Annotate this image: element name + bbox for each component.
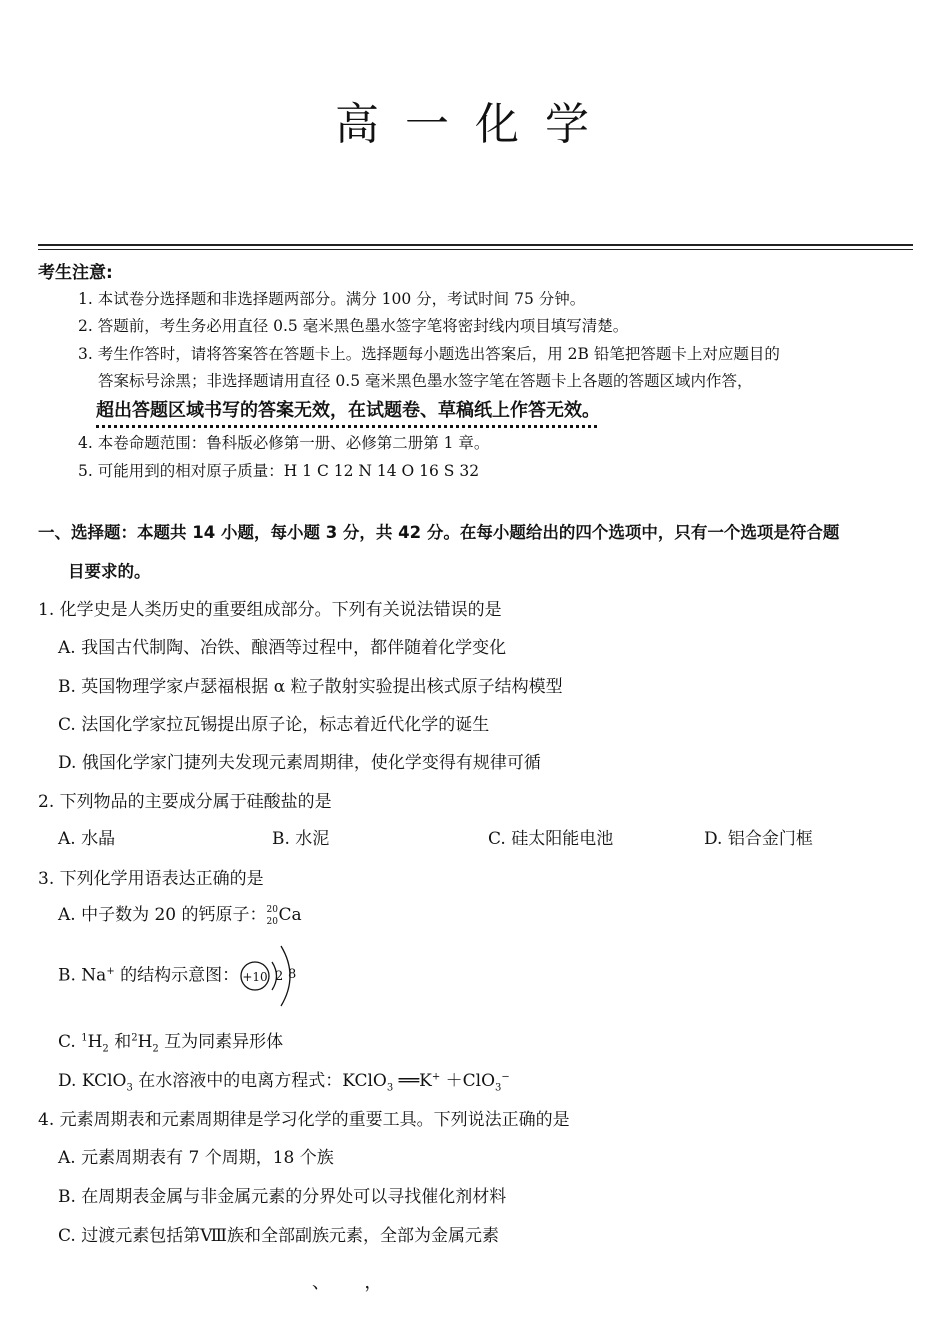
q3-option-c-rest: 互为同素异形体 bbox=[158, 1032, 284, 1052]
q3-option-b bbox=[58, 942, 309, 1010]
q4-stem: 4. 元素周期表和元素周期律是学习化学的重要工具。下列说法正确的是 bbox=[38, 1110, 570, 1130]
mass-sup: 1 bbox=[81, 1032, 88, 1044]
q1-option-c: C. 法国化学家拉瓦锡提出原子论，标志着近代化学的诞生 bbox=[58, 715, 490, 735]
shell-1-electrons: 2 bbox=[275, 969, 284, 984]
isotope-notation bbox=[267, 905, 279, 927]
divider-line bbox=[38, 244, 913, 246]
section-heading-cont: 目要求的。 bbox=[68, 562, 151, 581]
equation-arrow: ══K bbox=[393, 1071, 432, 1091]
q2-option-a: A. 水晶 bbox=[58, 829, 116, 849]
section-heading: 一、选择题：本题共 14 小题，每小题 3 分，共 42 分。在每小题给出的四个选项中，只有一个选项是符合题 bbox=[38, 523, 840, 542]
q4-option-a: A. 元素周期表有 7 个周期，18 个族 bbox=[58, 1148, 334, 1168]
q1-option-a: A. 我国古代制陶、冶铁、酿酒等过程中，都伴随着化学变化 bbox=[58, 638, 507, 658]
subscript: 2 bbox=[152, 1043, 159, 1055]
q2-option-c: C. 硅太阳能电池 bbox=[488, 829, 614, 849]
mass-sup: 2 bbox=[131, 1032, 138, 1044]
q3-option-b-text: B. Na bbox=[58, 965, 107, 986]
subscript: 3 bbox=[495, 1082, 502, 1094]
atomic-structure-diagram bbox=[239, 942, 309, 1010]
q3-option-c-and: 和 bbox=[108, 1032, 132, 1052]
q3-option-a bbox=[58, 900, 302, 927]
q1-stem: 1. 化学史是人类历史的重要组成部分。下列有关说法错误的是 bbox=[38, 600, 502, 620]
notice-item-2: 2. 答题前，考生务必用直径 0.5 毫米黑色墨水签字笔将密封线内项目填写清楚。 bbox=[78, 317, 629, 335]
q1-option-d: D. 俄国化学家门捷列夫发现元素周期律，使化学变得有规律可循 bbox=[58, 753, 541, 773]
notice-item-3: 3. 考生作答时，请将答案答在答题卡上。选择题每小题选出答案后，用 2B 铅笔把答题卡上对应题目的 bbox=[78, 345, 780, 363]
subscript: 3 bbox=[126, 1082, 133, 1094]
bottom-punctuation: 、 ， bbox=[312, 1272, 383, 1293]
notice-item-4: 4. 本卷命题范围：鲁科版必修第一册、必修第二册第 1 章。 bbox=[78, 434, 490, 452]
q1-option-b: B. 英国物理学家卢瑟福根据 α 粒子散射实验提出核式原子结构模型 bbox=[58, 677, 563, 697]
q4-option-c: C. 过渡元素包括第Ⅷ族和全部副族元素，全部为金属元素 bbox=[58, 1226, 499, 1246]
q2-stem: 2. 下列物品的主要成分属于硅酸盐的是 bbox=[38, 792, 332, 812]
superscript: − bbox=[501, 1071, 510, 1083]
notice-emphasis: 超出答题区域书写的答案无效，在试题卷、草稿纸上作答无效。 bbox=[96, 400, 600, 421]
shell-2-electrons: 8 bbox=[288, 967, 297, 982]
q4-option-b: B. 在周期表金属与非金属元素的分界处可以寻找催化剂材料 bbox=[58, 1187, 507, 1207]
q3-option-a-text: A. 中子数为 20 的钙原子： bbox=[58, 905, 267, 925]
q2-option-b: B. 水泥 bbox=[272, 829, 330, 849]
nucleus-charge: +10 bbox=[242, 970, 268, 984]
hydrogen-symbol: H bbox=[87, 1032, 103, 1052]
superscript: + bbox=[431, 1071, 441, 1083]
notice-item-1: 1. 本试卷分选择题和非选择题两部分。满分 100 分，考试时间 75 分钟。 bbox=[78, 290, 586, 308]
atomic-number: 20 bbox=[266, 916, 278, 927]
page-title: 高一化学 bbox=[335, 99, 615, 150]
q3-option-c bbox=[58, 1027, 283, 1054]
q3-option-d-text: 在水溶液中的电离方程式：KClO bbox=[132, 1071, 387, 1091]
q3-option-b-rest: 的结构示意图： bbox=[114, 965, 240, 986]
subscript: 3 bbox=[386, 1082, 394, 1094]
q3-option-d bbox=[58, 1066, 510, 1093]
notice-item-3-cont: 答案标号涂黑；非选择题请用直径 0.5 毫米黑色墨水签字笔在答题卡上各题的答题区域内作答， bbox=[98, 372, 753, 390]
notice-item-5: 5. 可能用到的相对原子质量：H 1 C 12 N 14 O 16 S 32 bbox=[78, 462, 480, 480]
notice-heading: 考生注意: bbox=[38, 263, 113, 283]
element-symbol: Ca bbox=[278, 905, 302, 925]
mass-number: 20 bbox=[266, 904, 278, 915]
chlorate-ion: ＋ClO bbox=[440, 1071, 496, 1091]
q3-option-d-label: D. KClO bbox=[58, 1071, 127, 1091]
q2-option-d: D. 铝合金门框 bbox=[704, 829, 813, 849]
subscript: 2 bbox=[102, 1043, 109, 1055]
q3-stem: 3. 下列化学用语表达正确的是 bbox=[38, 869, 264, 889]
charge-sup: + bbox=[106, 965, 115, 977]
divider-line-thin bbox=[38, 249, 913, 250]
q3-option-c-label: C. bbox=[58, 1032, 82, 1052]
hydrogen-symbol: H bbox=[137, 1032, 153, 1052]
